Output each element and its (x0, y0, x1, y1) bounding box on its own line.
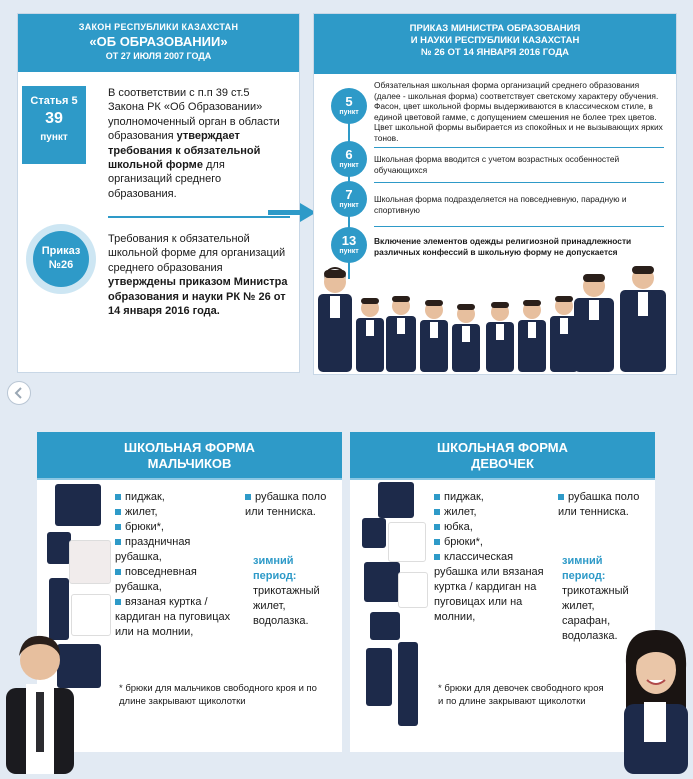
students-illustration (314, 258, 676, 374)
list-item: вязаная куртка / кардиган на пуговицах или на молнии, (115, 596, 231, 638)
boys-note: * брюки для мальчиков свободного кроя и по длине закрывают щиколотки (119, 683, 317, 707)
girls-clothes-image (358, 482, 430, 742)
boys-winter-text: трикотажный жилет, водолазка. (253, 585, 320, 627)
point-13-text: Включение элементов одежды религиозной принадлежности различных конфессий в школьную форму не допускается (374, 236, 632, 257)
law-title-2: «ОБ ОБРАЗОВАНИИ» (89, 34, 228, 49)
girls-panel (350, 432, 655, 752)
girls-items-list (434, 490, 548, 625)
arrow-left-icon (8, 382, 30, 404)
law-badge-unit: пункт (40, 132, 68, 143)
blouse-item (388, 522, 426, 562)
connector-arrow (268, 203, 318, 228)
list-item: жилет, (115, 505, 233, 520)
order-title-2: И НАУКИ РЕСПУБЛИКИ КАЗАХСТАН (410, 35, 580, 46)
order-header (314, 14, 676, 74)
boys-extra: рубашка поло или тенниска. (245, 491, 327, 518)
list-item: праздничная рубашка, (115, 536, 191, 563)
point-7-text: Школьная форма подразделяется на повседневную, парадную и спортивную (374, 194, 627, 215)
law-paragraph-2: Требования к обязательной школьной форме для организаций среднего образования утверждены приказом Министра образования и науки РК № 26 от 14 января 2016 года. (108, 233, 288, 318)
boys-header-underline (37, 478, 342, 480)
order-panel (313, 13, 677, 375)
boys-panel (37, 432, 342, 752)
order-badge-label: Приказ (41, 245, 81, 257)
law-header (18, 14, 299, 72)
girls-title-2: ДЕВОЧЕК (471, 456, 534, 471)
law-title-3: ОТ 27 ИЮЛЯ 2007 ГОДА (105, 51, 212, 61)
girls-header-underline (350, 478, 655, 480)
law-badge-number: 39 (45, 110, 63, 127)
point-6-divider (374, 182, 664, 183)
point-6-text: Школьная форма вводится с учетом возрастных особенностей обучающихся (374, 154, 620, 175)
list-item: жилет, (434, 505, 548, 520)
arrow-right-icon (268, 203, 318, 223)
vest-item (362, 518, 386, 548)
girls-note: * брюки для девочек свободного кроя и по длине закрывают щиколотки (438, 683, 604, 707)
list-item: юбка, (434, 520, 548, 535)
point-5-text: Обязательная школьная форма организаций среднего образования (далее - школьная форма) соответствует светскому характеру обучения. Фасон, цвет школьной формы выдерживаются в классическом стиле, в единой цветовой гамме, с допущением смешения не более трех цветов. Цвет школьной формы выбирается из спокойных и не вызывающих ярких тонов. (374, 80, 663, 143)
boys-items-list (115, 490, 233, 640)
girl-photo (616, 624, 693, 774)
vest-item (47, 532, 71, 564)
list-item: брюки*, (115, 520, 233, 535)
blazer-item (55, 484, 101, 526)
law-panel (17, 13, 300, 373)
order-title-1: ПРИКАЗ МИНИСТРА ОБРАЗОВАНИЯ (409, 23, 581, 34)
blazer-item (378, 482, 414, 518)
boys-title-1: ШКОЛЬНАЯ ФОРМА (124, 440, 255, 455)
shirt-item (69, 540, 111, 584)
point-5-divider (374, 147, 664, 148)
girl-illustration (616, 624, 693, 774)
list-item: классическая рубашка или вязаная куртка / кардиган на пуговицах или на молнии, (434, 551, 544, 623)
cardigan-item (364, 562, 400, 602)
students-group-image (314, 258, 676, 374)
girls-header (350, 432, 655, 478)
boys-title-2: МАЛЬЧИКОВ (147, 456, 232, 471)
dress-item (366, 648, 392, 706)
point-7-divider (374, 226, 664, 227)
girls-winter-text: трикотажный жилет, сарафан, водолазка. (562, 585, 629, 642)
boy-photo (0, 626, 80, 774)
order-badge-number: №26 (48, 259, 74, 271)
skirt-item (370, 612, 400, 640)
boys-winter-label: зимний период: (253, 555, 297, 582)
list-item: пиджак, (115, 490, 233, 505)
list-item: повседневная рубашка, (115, 566, 197, 593)
order-badge (33, 231, 89, 287)
list-item: пиджак, (434, 490, 548, 505)
list-item: брюки*, (434, 535, 548, 550)
point-7-badge: 7 пункт (331, 181, 367, 217)
law-badge-article: Статья 5 (30, 95, 78, 107)
point-5-badge: 5 пункт (331, 88, 367, 124)
law-title-1: ЗАКОН РЕСПУБЛИКИ КАЗАХСТАН (78, 22, 239, 32)
carousel-back-button[interactable] (7, 381, 31, 405)
law-badge (22, 86, 86, 164)
girls-extra: рубашка поло или тенниска. (558, 491, 640, 518)
girls-title-1: ШКОЛЬНАЯ ФОРМА (437, 440, 568, 455)
law-paragraph-1: В соответствии с п.п 39 ст.5 Закона РК «Об Образовании» уполномоченный орган в области образования утверждает требования к обязательной школьной форме для организаций среднего образования. (108, 87, 280, 200)
boy-illustration (0, 626, 80, 774)
point-13-badge: 13 пункт (331, 227, 367, 263)
point-6-badge: 6 пункт (331, 141, 367, 177)
boys-header (37, 432, 342, 478)
law-divider (108, 216, 290, 218)
trousers-item (398, 642, 418, 726)
order-title-3: № 26 ОТ 14 ЯНВАРЯ 2016 ГОДА (421, 47, 569, 58)
girls-winter-label: зимний период: (562, 555, 606, 582)
shirt-item (398, 572, 428, 608)
